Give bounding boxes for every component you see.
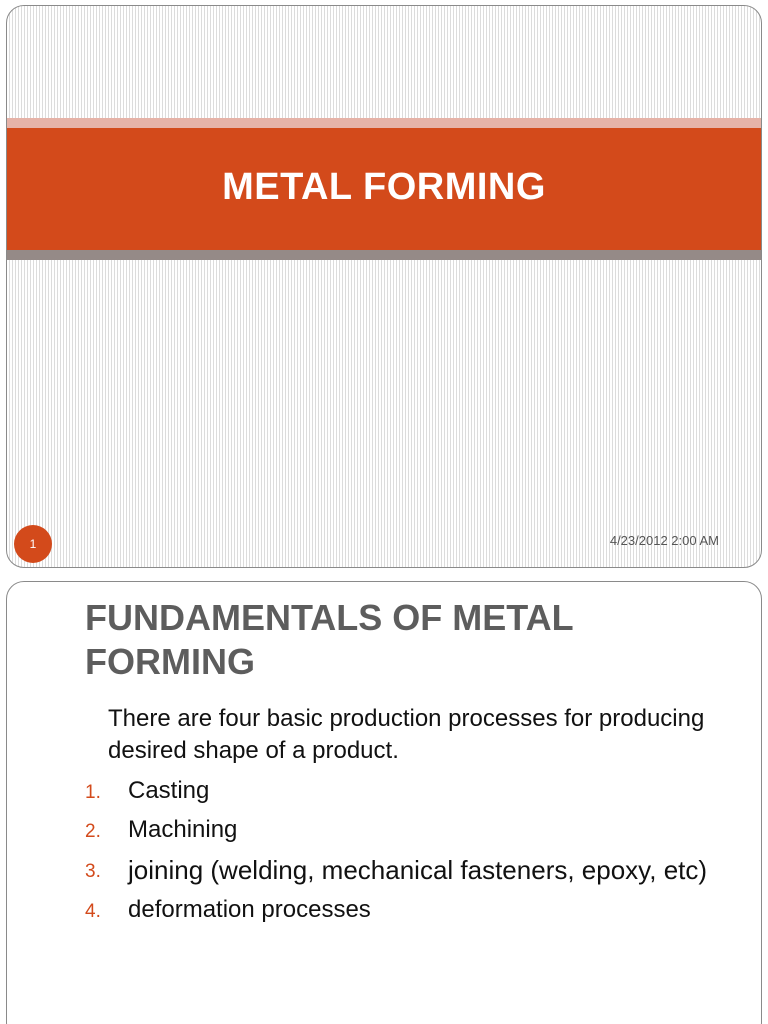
slide-number-badge: 1 — [14, 525, 52, 563]
process-list — [85, 775, 725, 933]
list-number: 1. — [85, 782, 101, 803]
list-item-text: joining (welding, mechanical fasteners, epoxy, etc) — [128, 855, 708, 885]
list-item — [85, 894, 725, 926]
slide-date: 4/23/2012 2:00 AM — [609, 533, 719, 548]
title-band-top-stripe — [7, 118, 761, 128]
list-item-text: Casting — [128, 777, 210, 804]
list-item — [85, 853, 725, 887]
slide-1[interactable] — [6, 5, 762, 568]
slide-2[interactable] — [6, 581, 762, 1024]
list-item-text: deformation processes — [128, 896, 371, 923]
list-number: 4. — [85, 901, 101, 922]
slide-2-title: FUNDAMENTALS OF METAL FORMING — [85, 597, 573, 682]
slide-2-intro: There are four basic production processes for producing desired shape of a product. — [108, 705, 705, 764]
title-band-bottom-stripe — [7, 250, 761, 260]
list-number: 2. — [85, 821, 101, 842]
list-item — [85, 814, 725, 846]
list-number: 3. — [85, 861, 101, 882]
title-band — [7, 128, 761, 250]
slide-1-title: METAL FORMING — [222, 165, 546, 208]
list-item — [85, 775, 725, 807]
list-item-text: Machining — [128, 816, 238, 843]
